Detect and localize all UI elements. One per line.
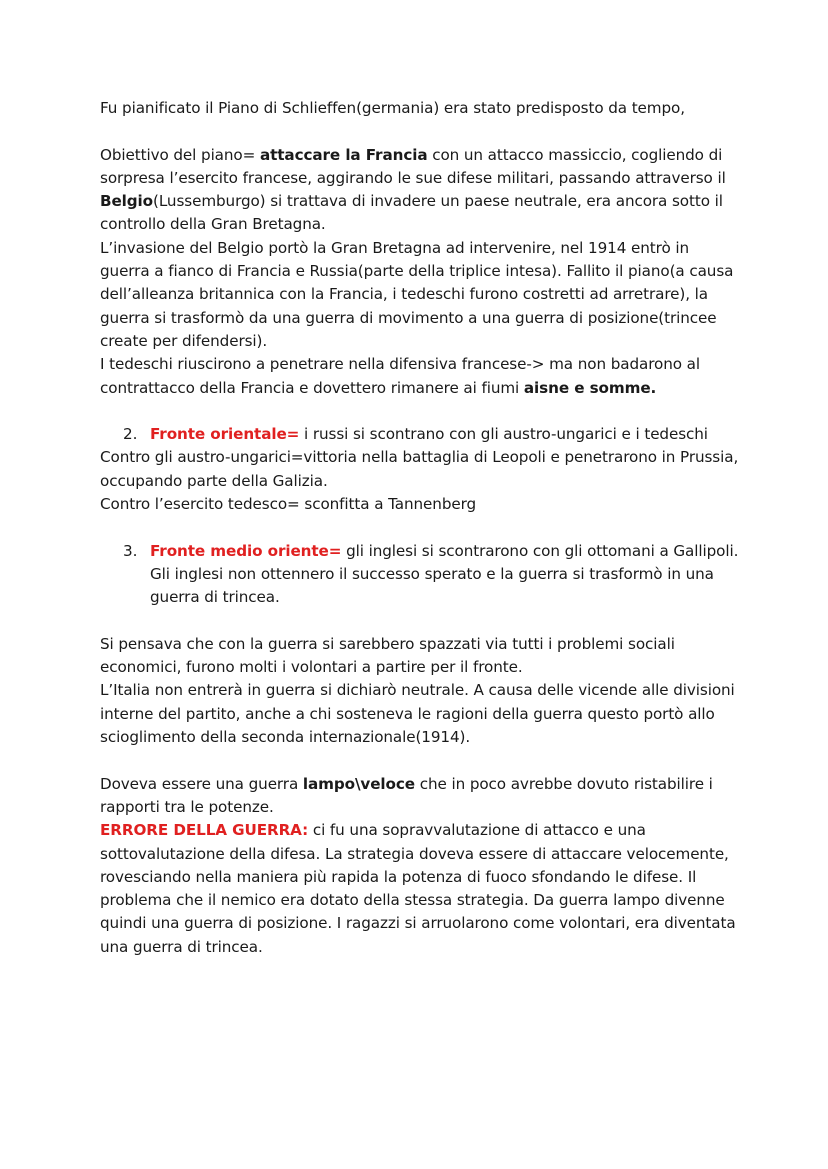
paragraph-objective [100, 144, 740, 237]
spacer [100, 516, 740, 539]
text: che in poco avrebbe dovuto ristabilire i rapporti tra le potenze. [100, 774, 713, 816]
bold-text: lampo\veloce [302, 774, 415, 793]
spacer [100, 610, 740, 633]
text: i russi si scontrano con gli austro-ungarici e i tedeschi [299, 425, 708, 444]
text: ci fu una sopravvalutazione di attacco e una sottovalutazione della difesa. La strategia doveva essere di attaccare velocemente, rovesciando nella maniera più rapida la potenza di fuoco sfondando le difese. Il problema che il nemico era dotato della stessa strategia. Da guerra lampo divenne quindi una guerra di posizione. I ragazzi si arruolarono come volontari, era diventata una guerra di trincea. [100, 821, 736, 956]
list-number: 3. [123, 541, 138, 560]
paragraph-war-error [100, 819, 740, 959]
spacer [100, 749, 740, 772]
text: (Lussemburgo) si trattava di invadere un paese neutrale, era ancora sotto il controllo della Gran Bretagna. [100, 192, 723, 234]
paragraph-social: Si pensava che con la guerra si sarebbero spazzati via tutti i problemi sociali economici, furono molti i volontari a partire per il fronte. [100, 634, 675, 677]
heading-red: Fronte orientale= [150, 425, 300, 444]
document-page [100, 97, 740, 959]
text: I tedeschi riuscirono a penetrare nella difensiva francese-> ma non badarono al contrattacco della Francia e dovettero rimanere ai fiumi [100, 355, 700, 397]
text: gli inglesi si scontrarono con gli ottomani a Gallipoli. Gli inglesi non ottennero il successo sperato e la guerra si trasformò in una guerra di trincea. [150, 541, 739, 607]
paragraph-italy: L’Italia non entrerà in guerra si dichiarò neutrale. A causa delle vicende alle divisioni interne del partito, anche a chi sosteneva le ragioni della guerra questo portò allo scioglimento della seconda internazionale(1914). [100, 681, 735, 747]
heading-red: Fronte medio oriente= [150, 541, 342, 560]
text: con un attacco massiccio, cogliendo di sorpresa l’esercito francese, aggirando le sue difese militari, passando attraverso il [100, 145, 726, 187]
list-body [150, 423, 740, 446]
bold-text: aisne e somme. [523, 378, 657, 397]
text: Doveva essere una guerra [100, 774, 303, 793]
paragraph-germans [100, 353, 740, 400]
text: Obiettivo del piano= [100, 145, 260, 164]
bold-text: attaccare la Francia [259, 145, 428, 164]
paragraph-intro: Fu pianificato il Piano di Schlieffen(germania) era stato predisposto da tempo, [100, 99, 685, 117]
list-item-middle-east-front [100, 540, 740, 610]
list-item-eastern-front [100, 423, 740, 446]
spacer [100, 120, 740, 143]
heading-red: ERRORE DELLA GUERRA: [100, 821, 309, 840]
paragraph-invasion: L’invasione del Belgio portò la Gran Bretagna ad intervenire, nel 1914 entrò in guerra a fianco di Francia e Russia(parte della triplice intesa). Fallito il piano(a causa dell’alleanza britannica con la Francia, i tedeschi furono costretti ad arretrare), la guerra si trasformò da una guerra di movimento a una guerra di posizione(trincee create per difendersi). [100, 238, 734, 350]
list-body [150, 540, 740, 610]
paragraph-tannenberg: Contro l’esercito tedesco= sconfitta a Tannenberg [100, 495, 477, 514]
spacer [100, 400, 740, 423]
list-number: 2. [123, 425, 138, 444]
paragraph-lightning-war [100, 773, 740, 820]
bold-text: Belgio [100, 192, 153, 211]
paragraph-austro: Contro gli austro-ungarici=vittoria nella battaglia di Leopoli e penetrarono in Prussia, occupando parte della Galizia. [100, 448, 739, 490]
